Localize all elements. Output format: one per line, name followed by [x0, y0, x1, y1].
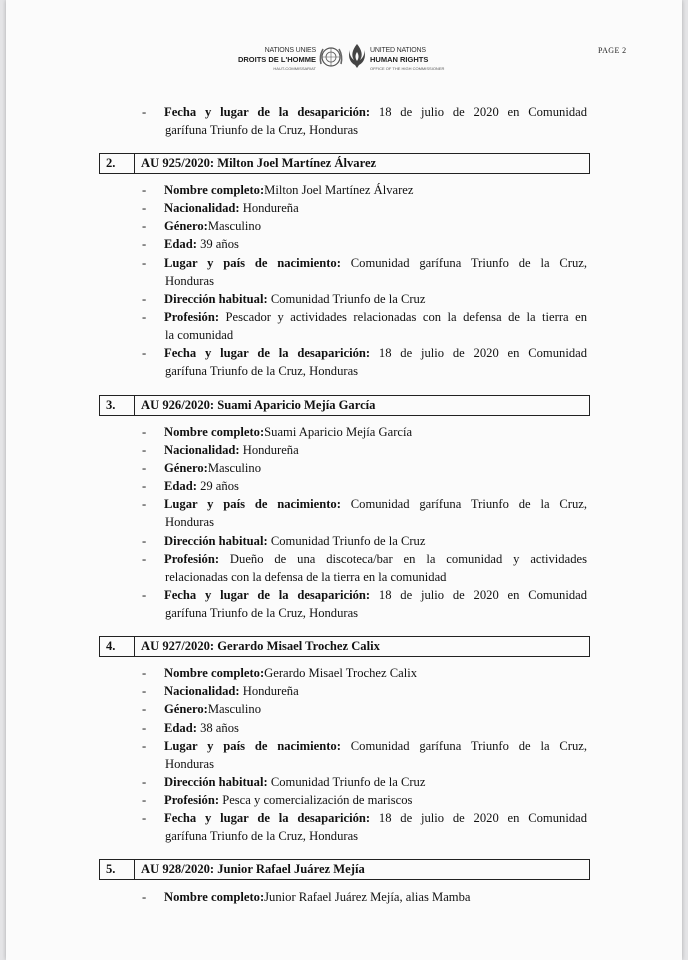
list-item: Dirección habitual: Comunidad Triunfo de la Cruz: [164, 775, 426, 789]
list-item: Lugar y país de nacimiento: Comunidad garífuna Triunfo de la Cruz,: [164, 497, 588, 511]
list-item: Nacionalidad: Hondureña: [164, 201, 299, 215]
list-item: Fecha y lugar de la desaparición: 18 de julio de 2020 en Comunidad: [164, 105, 588, 119]
list-item: Fecha y lugar de la desaparición: 18 de julio de 2020 en Comunidad: [164, 588, 588, 602]
list-item: Profesión: Pescador y actividades relacionadas con la defensa de la tierra en: [164, 310, 587, 324]
list-item-continuation: Honduras: [165, 757, 214, 771]
bullet-dash: -: [142, 105, 147, 119]
list-item: Dirección habitual: Comunidad Triunfo de la Cruz: [164, 292, 426, 306]
list-item-continuation: garífuna Triunfo de la Cruz, Honduras: [165, 123, 359, 137]
list-item: Edad: 29 años: [164, 479, 239, 493]
list-item: Género:Masculino: [164, 461, 262, 475]
list-item: Fecha y lugar de la desaparición: 18 de julio de 2020 en Comunidad: [164, 811, 588, 825]
list-item-continuation: Honduras: [165, 274, 214, 288]
list-item: Edad: 39 años: [164, 237, 239, 251]
page-number: PAGE 2: [598, 46, 627, 55]
list-item-continuation: garífuna Triunfo de la Cruz, Honduras: [165, 829, 359, 843]
un-emblem-icon: [318, 44, 344, 70]
case-header: 3. AU 926/2020: Suami Aparicio Mejía García: [99, 395, 590, 416]
document-page: NATIONS UNIES DROITS DE L'HOMME HAUT-COMMISSARIAT UNITED NATIONS HUMAN RIGHTS OFFICE OF THE HIGH COMMISSIONER PAGE 2 - Fecha y lugar de la desaparición: 18 de julio de 2020 en Comunidad garífuna Triunfo de la Cruz, Honduras 2. AU 925/2020: Milton Joel Martínez Álvarez - Nombre completo:Milton Joel Martínez Álvarez - Nacionalidad: Hondureña - Género:Masculino - Edad: 39 años - Lugar y país de nacimiento: Comunidad garífuna Triunfo de la Cruz, Honduras - Dirección habitual: Comunidad Triunfo de la Cruz - Profesión: Pescador y actividades relacionadas con la defensa de la tierra en la comunidad - Fecha y lugar de la desaparición: 18 de julio de 2020 en Comunidad garífuna Triunfo de la Cruz, Honduras 3. AU 926/2020: Suami Aparicio Mejía García - Nombre completo:Suami Aparicio Mejía García - Nacionalidad: Hondureña - Género:Masculino - Edad: 29 años - Lugar y país de nacimiento: Comunidad garífuna Triunfo de la Cruz, Honduras - Dirección habitual: Comunidad Triunfo de la Cruz - Profesión: Dueño de una discoteca/bar en la comunidad y actividades relacionadas con la defensa de la tierra en la comunidad - Fecha y lugar de la desaparición: 18 de julio de 2020 en Comunidad garífuna Triunfo de la Cruz, Honduras 4. AU 927/2020: Gerardo Misael Trochez Calix - Nombre completo:Gerardo Misael Trochez Calix - Nacionalidad: Hondureña - Género:Masculino - Edad: 38 años - Lugar y país de nacimiento: Comunidad garífuna Triunfo de la Cruz, Honduras - Dirección habitual: Comunidad Triunfo de la Cruz - Profesión: Pesca y comercialización de mariscos - Fecha y lugar de la desaparición: 18 de julio de 2020 en Comunidad garífuna Triunfo de la Cruz, Honduras 5. AU 928/2020: Junior Rafael Juárez Mejía - Nombre completo:Junior Rafael Juárez Mejía, alias Mamba: [6, 0, 682, 960]
list-item: Edad: 38 años: [164, 721, 239, 735]
case-title: AU 926/2020: Suami Aparicio Mejía García: [141, 398, 376, 412]
case-title: AU 925/2020: Milton Joel Martínez Álvarez: [141, 156, 377, 170]
list-item: Nombre completo:Gerardo Misael Trochez Calix: [164, 666, 417, 680]
list-item: Lugar y país de nacimiento: Comunidad garífuna Triunfo de la Cruz,: [164, 739, 588, 753]
list-item-continuation: la comunidad: [165, 328, 234, 342]
human-rights-emblem-icon: [346, 42, 368, 70]
list-item: Nombre completo:Junior Rafael Juárez Mejía, alias Mamba: [164, 890, 471, 904]
list-item: Género:Masculino: [164, 219, 262, 233]
list-item: Nombre completo:Milton Joel Martínez Álvarez: [164, 183, 414, 197]
un-french-logo-text: NATIONS UNIES DROITS DE L'HOMME HAUT-COMMISSARIAT: [237, 47, 316, 71]
list-item: Género:Masculino: [164, 702, 262, 716]
list-item: Nombre completo:Suami Aparicio Mejía García: [164, 425, 413, 439]
case-header: 5. AU 928/2020: Junior Rafael Juárez Mejía: [99, 859, 590, 880]
un-english-logo-text: UNITED NATIONS HUMAN RIGHTS OFFICE OF THE HIGH COMMISSIONER: [370, 47, 445, 71]
list-item-continuation: relacionadas con la defensa de la tierra en la comunidad: [165, 570, 447, 584]
list-item: Lugar y país de nacimiento: Comunidad garífuna Triunfo de la Cruz,: [164, 256, 588, 270]
page-header: [6, 38, 682, 78]
list-item: Nacionalidad: Hondureña: [164, 684, 299, 698]
list-item-continuation: Honduras: [165, 515, 214, 529]
case-title: AU 928/2020: Junior Rafael Juárez Mejía: [141, 862, 365, 876]
list-item: Profesión: Pesca y comercialización de mariscos: [164, 793, 413, 807]
list-item: Dirección habitual: Comunidad Triunfo de la Cruz: [164, 534, 426, 548]
list-item: Fecha y lugar de la desaparición: 18 de julio de 2020 en Comunidad: [164, 346, 588, 360]
list-item: Profesión: Dueño de una discoteca/bar en la comunidad y actividades: [164, 552, 587, 566]
list-item: Nacionalidad: Hondureña: [164, 443, 299, 457]
list-item-continuation: garífuna Triunfo de la Cruz, Honduras: [165, 364, 359, 378]
case-title: AU 927/2020: Gerardo Misael Trochez Calix: [141, 639, 380, 653]
case-header: 4. AU 927/2020: Gerardo Misael Trochez Calix: [99, 636, 590, 657]
list-item-continuation: garífuna Triunfo de la Cruz, Honduras: [165, 606, 359, 620]
case-header: 2. AU 925/2020: Milton Joel Martínez Álvarez: [99, 153, 590, 174]
